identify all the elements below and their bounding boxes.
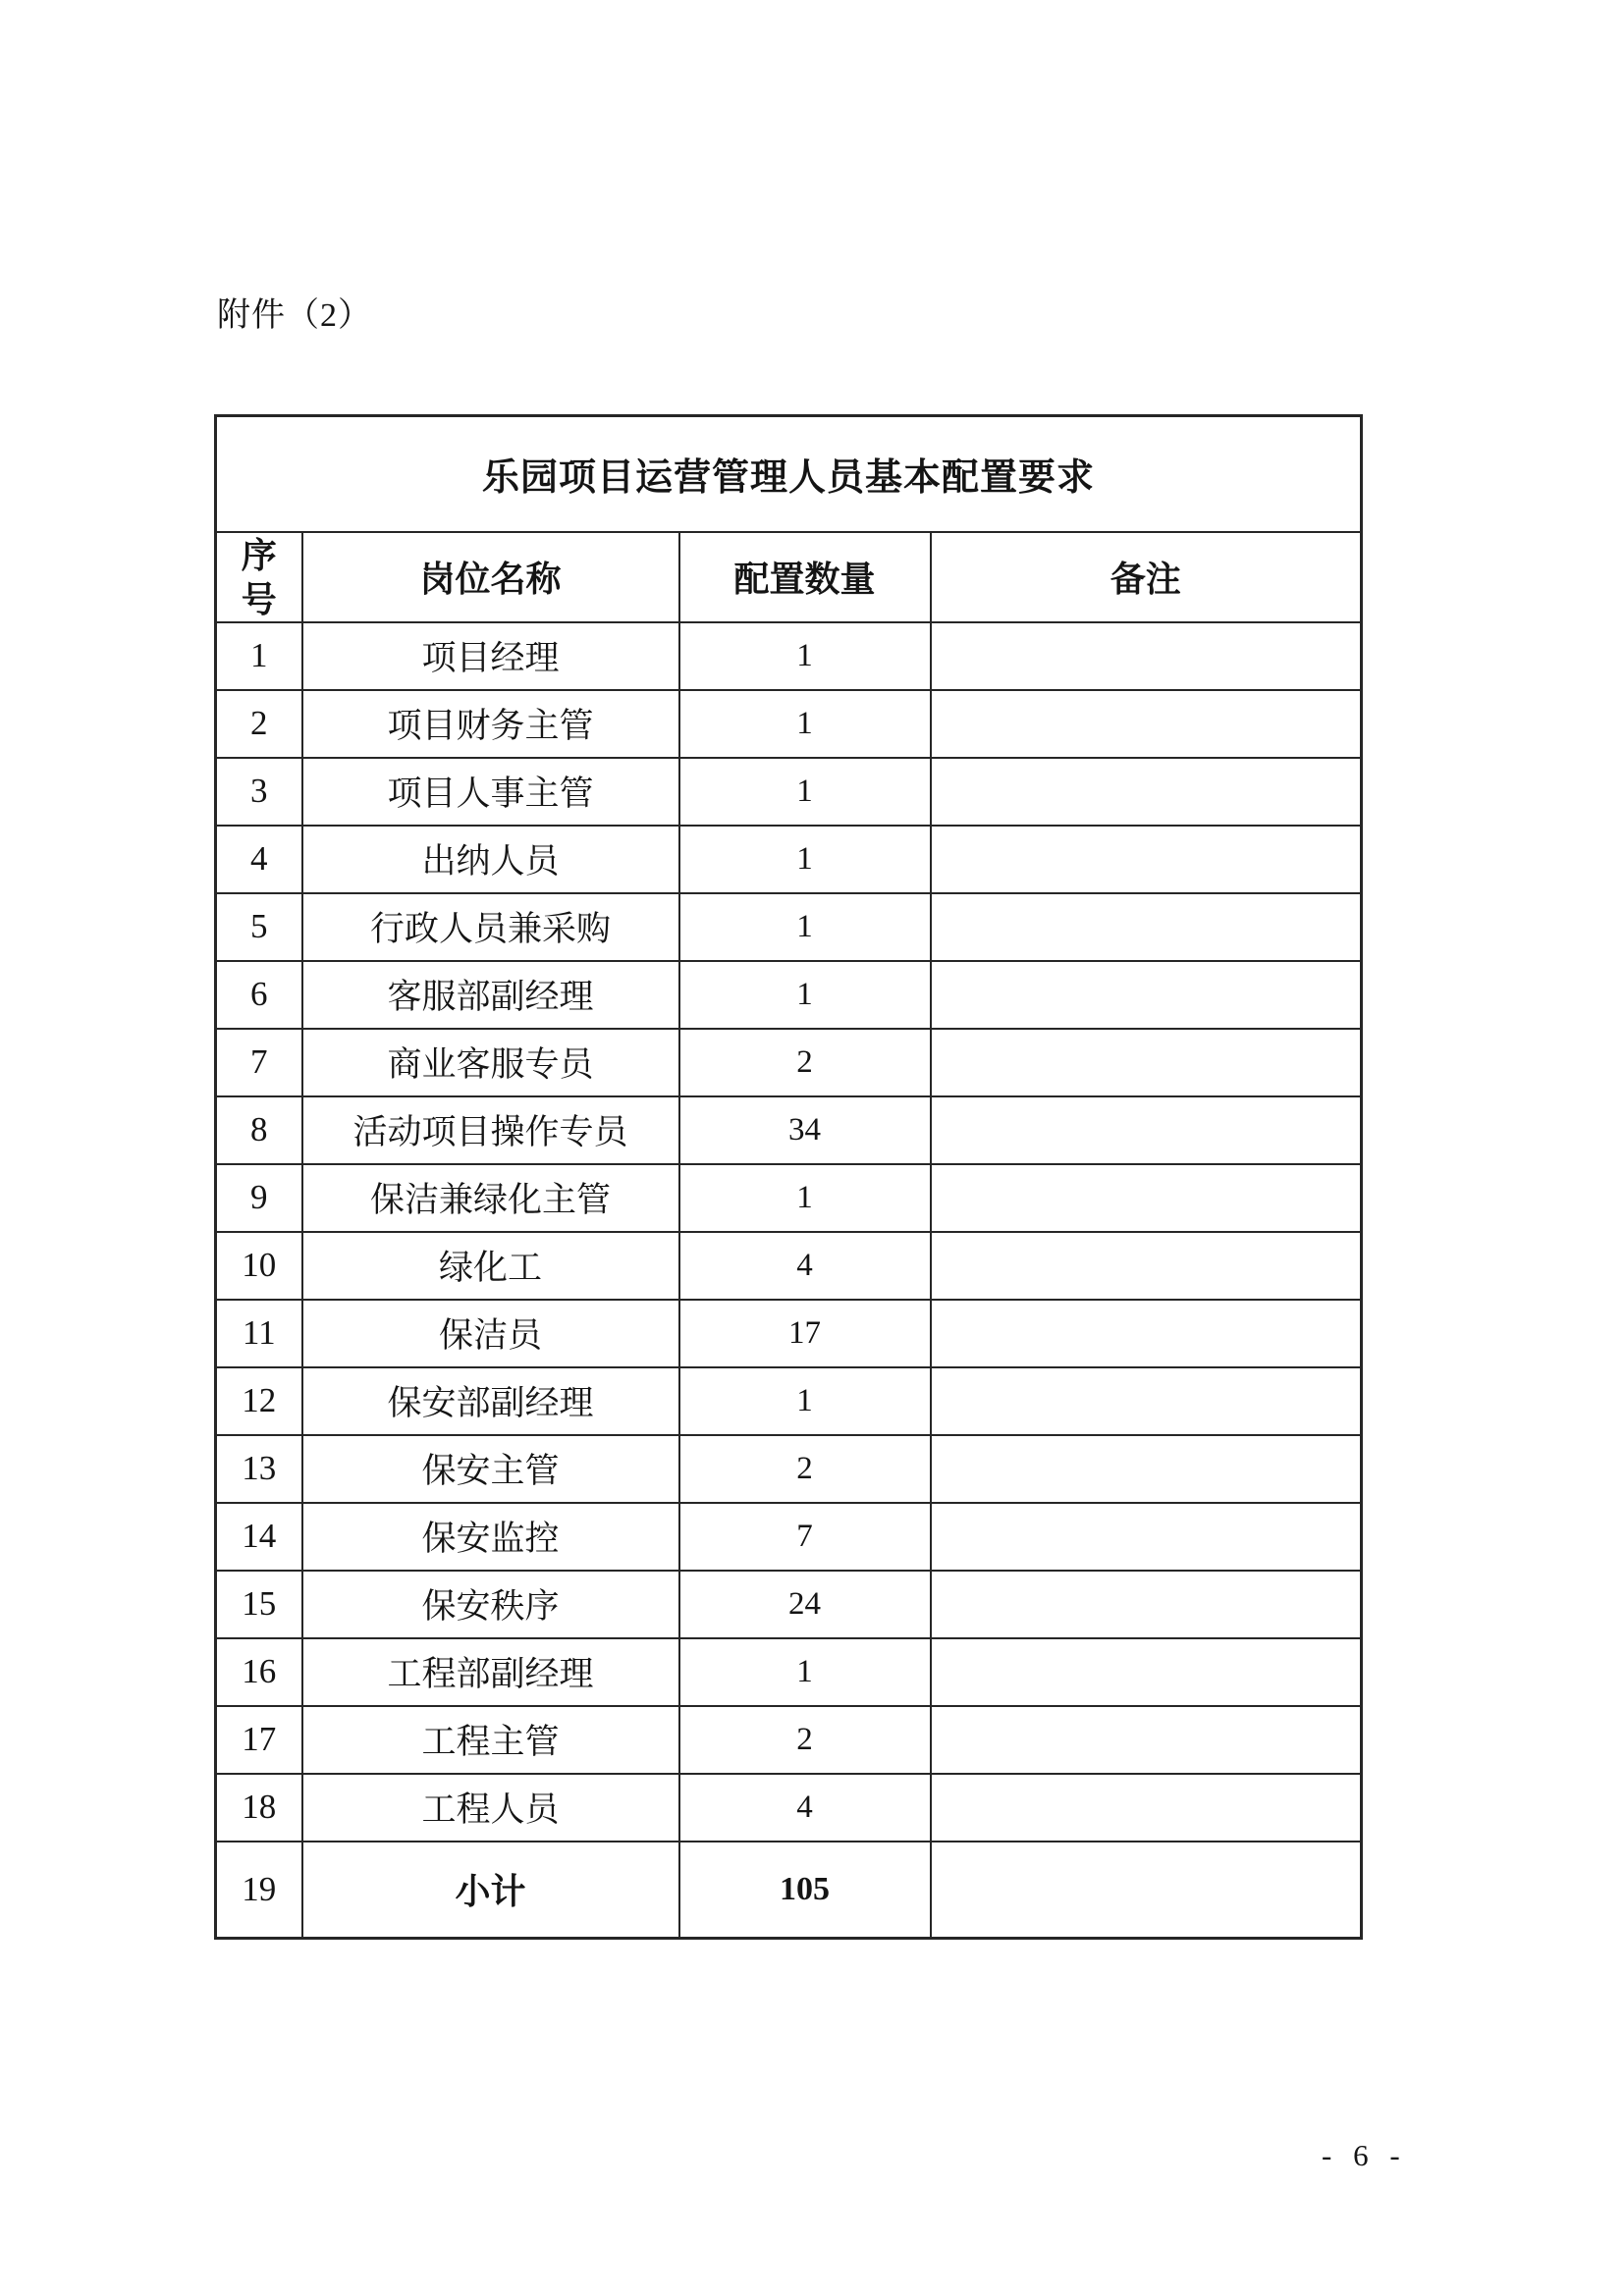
table-header-row <box>216 532 1362 622</box>
cell-position: 商业客服专员 <box>302 1029 679 1096</box>
cell-quantity: 4 <box>679 1774 931 1842</box>
page-number: - 6 - <box>1322 2138 1407 2172</box>
cell-position: 出纳人员 <box>302 826 679 893</box>
cell-quantity: 1 <box>679 893 931 961</box>
cell-quantity: 2 <box>679 1706 931 1774</box>
cell-quantity: 24 <box>679 1571 931 1638</box>
cell-remark <box>931 961 1362 1029</box>
cell-no: 17 <box>216 1706 302 1774</box>
cell-no: 5 <box>216 893 302 961</box>
cell-remark <box>931 1164 1362 1232</box>
header-no-label: 序号 <box>241 534 277 619</box>
cell-quantity: 1 <box>679 622 931 690</box>
cell-remark <box>931 1096 1362 1164</box>
cell-no: 2 <box>216 690 302 758</box>
table-title-row <box>216 416 1362 532</box>
table-row <box>216 1571 1362 1638</box>
cell-quantity: 1 <box>679 758 931 826</box>
table-row <box>216 1232 1362 1300</box>
cell-remark <box>931 1435 1362 1503</box>
cell-remark <box>931 1367 1362 1435</box>
cell-no: 11 <box>216 1300 302 1367</box>
cell-no: 19 <box>216 1842 302 1939</box>
cell-position: 保安监控 <box>302 1503 679 1571</box>
table-title: 乐园项目运营管理人员基本配置要求 <box>216 416 1362 532</box>
cell-remark <box>931 1029 1362 1096</box>
cell-no: 7 <box>216 1029 302 1096</box>
cell-remark <box>931 1571 1362 1638</box>
table-row <box>216 758 1362 826</box>
table-row-subtotal <box>216 1842 1362 1939</box>
cell-quantity: 34 <box>679 1096 931 1164</box>
cell-position: 保洁员 <box>302 1300 679 1367</box>
cell-quantity: 4 <box>679 1232 931 1300</box>
cell-quantity: 17 <box>679 1300 931 1367</box>
cell-no: 8 <box>216 1096 302 1164</box>
cell-remark <box>931 893 1362 961</box>
cell-no: 10 <box>216 1232 302 1300</box>
cell-quantity: 1 <box>679 1164 931 1232</box>
table-row <box>216 1706 1362 1774</box>
cell-position: 保安部副经理 <box>302 1367 679 1435</box>
cell-quantity: 1 <box>679 1638 931 1706</box>
cell-no: 13 <box>216 1435 302 1503</box>
table-row <box>216 1367 1362 1435</box>
table-row <box>216 1029 1362 1096</box>
cell-no: 1 <box>216 622 302 690</box>
cell-no: 18 <box>216 1774 302 1842</box>
table-row <box>216 622 1362 690</box>
cell-no: 12 <box>216 1367 302 1435</box>
table-row <box>216 690 1362 758</box>
header-position: 岗位名称 <box>302 532 679 622</box>
cell-position: 项目人事主管 <box>302 758 679 826</box>
table-row <box>216 1638 1362 1706</box>
cell-position: 保安主管 <box>302 1435 679 1503</box>
cell-remark <box>931 1232 1362 1300</box>
cell-quantity: 1 <box>679 690 931 758</box>
cell-position: 工程人员 <box>302 1774 679 1842</box>
cell-quantity: 7 <box>679 1503 931 1571</box>
cell-remark <box>931 622 1362 690</box>
cell-quantity: 1 <box>679 1367 931 1435</box>
cell-position: 行政人员兼采购 <box>302 893 679 961</box>
cell-quantity: 105 <box>679 1842 931 1939</box>
cell-remark <box>931 758 1362 826</box>
cell-no: 6 <box>216 961 302 1029</box>
cell-position: 工程主管 <box>302 1706 679 1774</box>
cell-remark <box>931 690 1362 758</box>
cell-position: 客服部副经理 <box>302 961 679 1029</box>
table-row <box>216 893 1362 961</box>
table-row <box>216 1435 1362 1503</box>
cell-position: 保洁兼绿化主管 <box>302 1164 679 1232</box>
cell-position: 绿化工 <box>302 1232 679 1300</box>
cell-no: 14 <box>216 1503 302 1571</box>
cell-no: 4 <box>216 826 302 893</box>
cell-no: 16 <box>216 1638 302 1706</box>
cell-position: 工程部副经理 <box>302 1638 679 1706</box>
cell-position: 项目经理 <box>302 622 679 690</box>
table-row <box>216 1300 1362 1367</box>
cell-no: 9 <box>216 1164 302 1232</box>
cell-remark <box>931 1706 1362 1774</box>
cell-remark <box>931 1503 1362 1571</box>
staffing-table <box>214 414 1363 1940</box>
table-row <box>216 1164 1362 1232</box>
cell-remark <box>931 826 1362 893</box>
table-row <box>216 1774 1362 1842</box>
cell-quantity: 1 <box>679 826 931 893</box>
cell-remark <box>931 1842 1362 1939</box>
table-row <box>216 1096 1362 1164</box>
cell-position: 项目财务主管 <box>302 690 679 758</box>
table-row <box>216 1503 1362 1571</box>
cell-position: 小计 <box>302 1842 679 1939</box>
cell-remark <box>931 1638 1362 1706</box>
attachment-label: 附件（2） <box>217 297 372 334</box>
header-quantity: 配置数量 <box>679 532 931 622</box>
cell-position: 保安秩序 <box>302 1571 679 1638</box>
header-remark: 备注 <box>931 532 1362 622</box>
table-row <box>216 826 1362 893</box>
cell-no: 3 <box>216 758 302 826</box>
cell-position: 活动项目操作专员 <box>302 1096 679 1164</box>
cell-quantity: 2 <box>679 1029 931 1096</box>
cell-remark <box>931 1774 1362 1842</box>
cell-quantity: 2 <box>679 1435 931 1503</box>
cell-remark <box>931 1300 1362 1367</box>
cell-no: 15 <box>216 1571 302 1638</box>
cell-quantity: 1 <box>679 961 931 1029</box>
header-no <box>216 532 302 622</box>
table-row <box>216 961 1362 1029</box>
